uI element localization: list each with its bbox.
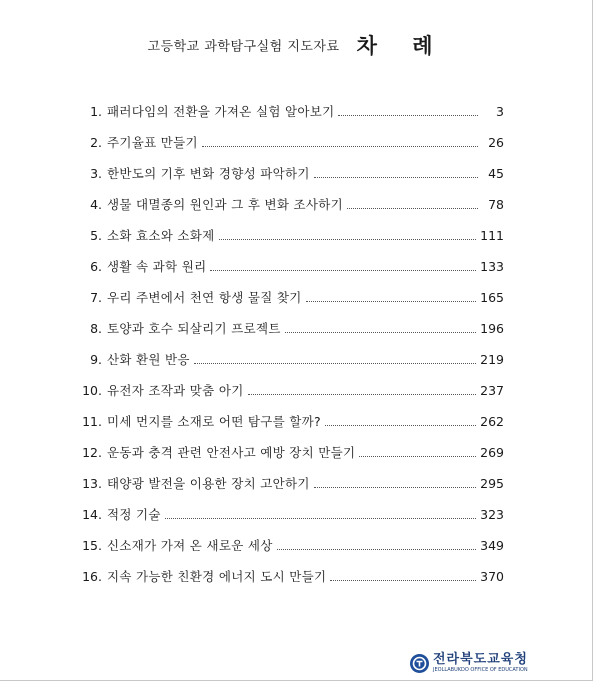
toc-item-page: 165 [480,290,504,305]
toc-item-page: 45 [488,166,504,181]
toc-item-number: 1. [90,104,102,119]
dot-leader [338,115,478,116]
toc-item-number: 16. [82,569,102,584]
page-title: 차 례 [356,34,447,58]
toc-item[interactable] [78,319,504,350]
toc-item-page: 370 [480,569,504,584]
publisher-logo [410,653,528,674]
toc-item-page: 219 [480,352,504,367]
toc-item[interactable] [78,133,504,164]
toc-item[interactable] [78,381,504,412]
dot-leader [194,363,476,364]
toc-item-title: 우리 주변에서 천연 항생 물질 찾기 [107,290,302,305]
dot-leader [306,301,477,302]
toc-item[interactable] [78,102,504,133]
dot-leader [330,580,476,581]
toc-item-page: 349 [480,538,504,553]
publisher-subtitle: JEOLLABUKDO OFFICE OF EDUCATION [433,667,528,673]
table-of-contents [78,102,504,598]
toc-item-number: 6. [90,259,102,274]
toc-item-title: 패러다임의 전환을 가져온 실험 알아보기 [107,104,335,119]
toc-item-number: 7. [90,290,102,305]
toc-item-title: 생물 대멸종의 원인과 그 후 변화 조사하기 [107,197,344,212]
dot-leader [314,177,478,178]
toc-item-page: 196 [480,321,504,336]
dot-leader [359,456,476,457]
toc-item-number: 9. [90,352,102,367]
toc-item-number: 14. [82,507,102,522]
toc-item-title: 신소재가 가져 온 새로운 세상 [107,538,273,553]
toc-item[interactable] [78,412,504,443]
dot-leader [210,270,476,271]
toc-item[interactable] [78,226,504,257]
toc-item[interactable] [78,195,504,226]
dot-leader [347,208,478,209]
dot-leader [314,487,476,488]
toc-item-page: 111 [480,228,504,243]
toc-item-number: 15. [82,538,102,553]
toc-item[interactable] [78,505,504,536]
toc-item[interactable] [78,350,504,381]
toc-item-page: 78 [488,197,504,212]
dot-leader [219,239,477,240]
toc-item[interactable] [78,257,504,288]
toc-item[interactable] [78,536,504,567]
header [0,30,594,60]
toc-item[interactable] [78,443,504,474]
dot-leader [285,332,476,333]
toc-item-number: 2. [90,135,102,150]
dot-leader [165,518,476,519]
logo-text [433,653,528,674]
toc-item-number: 12. [82,445,102,460]
dot-leader [202,146,478,147]
toc-item-page: 3 [496,104,504,119]
toc-item[interactable] [78,474,504,505]
dot-leader [248,394,477,395]
toc-item-title: 유전자 조작과 맞춤 아기 [107,383,244,398]
toc-item[interactable] [78,567,504,598]
toc-item-title: 소화 효소와 소화제 [107,228,215,243]
toc-item-title: 지속 가능한 친환경 에너지 도시 만들기 [107,569,327,584]
toc-item-page: 237 [480,383,504,398]
document-subtitle: 고등학교 과학탐구실험 지도자료 [147,39,340,55]
toc-item-title: 토양과 호수 되살리기 프로젝트 [107,321,281,336]
toc-item-title: 주기율표 만들기 [107,135,198,150]
toc-item-page: 269 [480,445,504,460]
toc-item-number: 8. [90,321,102,336]
dot-leader [325,425,476,426]
toc-item[interactable] [78,164,504,195]
publisher-name: 전라북도교육청 [433,652,528,667]
toc-item-title: 한반도의 기후 변화 경향성 파악하기 [107,166,310,181]
toc-item-title: 생활 속 과학 원리 [107,259,207,274]
toc-item-title: 운동과 충격 관련 안전사고 예방 장치 만들기 [107,445,356,460]
toc-item[interactable] [78,288,504,319]
emblem-icon [410,654,429,673]
toc-item-page: 323 [480,507,504,522]
toc-item-page: 133 [480,259,504,274]
toc-item-title: 미세 먼지를 소재로 어떤 탐구를 할까? [107,414,321,429]
toc-item-number: 11. [82,414,102,429]
toc-item-page: 295 [480,476,504,491]
toc-item-number: 10. [82,383,102,398]
toc-item-number: 13. [82,476,102,491]
toc-item-page: 26 [488,135,504,150]
toc-item-number: 3. [90,166,102,181]
toc-item-page: 262 [480,414,504,429]
toc-item-title: 산화 환원 반응 [107,352,190,367]
toc-item-title: 태양광 발전을 이용한 장치 고안하기 [107,476,310,491]
toc-item-number: 5. [90,228,102,243]
dot-leader [277,549,477,550]
toc-item-title: 적정 기술 [107,507,161,522]
toc-item-number: 4. [90,197,102,212]
